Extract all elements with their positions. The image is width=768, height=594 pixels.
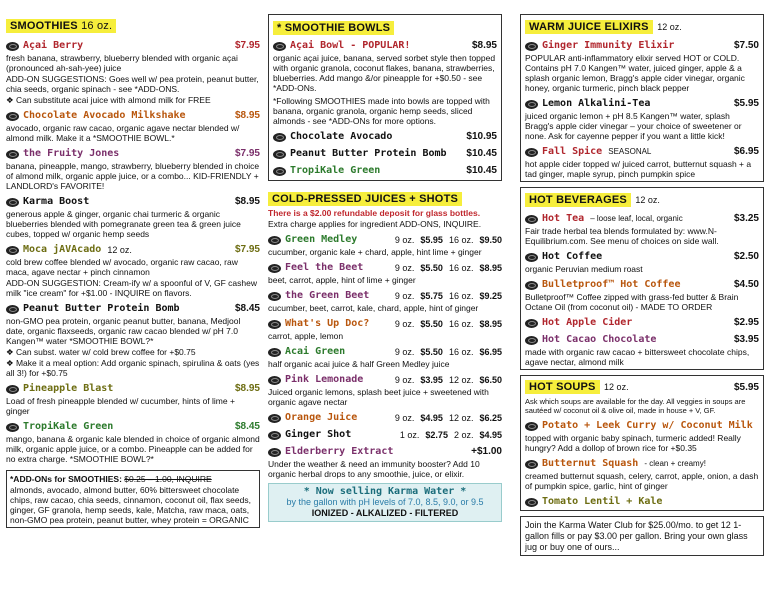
item-desc: fresh banana, strawberry, blueberry blended with organic açai (pronounced ah-sah-yee) juice xyxy=(6,53,238,73)
smoothie-moca-javacado xyxy=(6,244,260,298)
item-desc: creamed butternut squash, celery, carrot, apple, onion, a dash of pumpkin spice, garlic, hint of ginger xyxy=(525,471,759,491)
item-name: Bulletproof™ Hot Coffee xyxy=(542,279,681,290)
soups-size: 12 oz. xyxy=(604,382,629,392)
item-desc: Load of fresh pineapple blended w/ cucumber, hints of lime + ginger xyxy=(6,396,235,416)
bullet-icon xyxy=(6,385,19,394)
item-name: TropiKale Green xyxy=(23,421,114,432)
item-desc: carrot, apple, lemon xyxy=(268,331,344,341)
karma-water-banner xyxy=(268,483,502,522)
bullet-icon xyxy=(525,336,538,345)
smoothies-column xyxy=(6,14,260,528)
smoothie-fruity-jones xyxy=(6,148,260,191)
elixirs-box xyxy=(520,14,764,182)
bullet-icon xyxy=(273,42,286,51)
bullet-icon xyxy=(268,264,281,273)
item-price: $8.95 xyxy=(471,40,497,51)
middle-column xyxy=(268,14,502,522)
item-name: Hot Apple Cider xyxy=(542,317,633,328)
addons-box xyxy=(6,470,260,528)
item-name: Chocolate Avocado xyxy=(290,131,393,142)
juice-pink-lemonade: Pink Lemonade 9 oz. $3.95 12 oz. $6.50 Juiced organic lemons, splash beet juice + sweetened with organic agave nectar xyxy=(268,374,502,407)
item-desc: topped with organic baby spinach, turmeric added! Really hungry? Add a dollop of brown rice for +$0.35 xyxy=(525,433,741,453)
item-desc: cucumber, beet, carrot, kale, chard, apple, hint of ginger xyxy=(268,303,479,313)
bullet-icon xyxy=(525,148,538,157)
item-size: 12 oz. xyxy=(107,245,132,255)
item-price: $7.50 xyxy=(733,40,759,51)
bullet-icon xyxy=(6,305,19,314)
item-price: $10.45 xyxy=(466,148,497,159)
item-price: $8.95 xyxy=(234,196,260,207)
item-extra: ADD-ON SUGGESTIONS: Goes well w/ pea protein, peanut butter, chia seeds, organic spinach - see *ADD-ONS. xyxy=(6,74,259,94)
item-name: Moca jAVAcado xyxy=(23,244,102,255)
bullet-icon xyxy=(268,320,281,329)
bullet-icon xyxy=(268,236,281,245)
bullet-icon xyxy=(525,460,538,469)
item-price: $3.25 xyxy=(733,213,759,224)
item-extra: ❖ Can substitute acai juice with almond milk for FREE xyxy=(6,95,211,105)
bullet-icon xyxy=(525,422,538,431)
item-price: $8.95 xyxy=(234,110,260,121)
item-name: Tomato Lentil + Kale xyxy=(542,496,663,507)
juice-green-medley: Green Medley 9 oz. $5.95 16 oz. $9.50 cucumber, organic kale + chard, apple, hint lime + ginger xyxy=(268,234,502,257)
item-name: Lemon Alkalini-Tea xyxy=(542,98,651,109)
item-tag: - clean + creamy! xyxy=(644,459,706,468)
item-price: $3.95 xyxy=(733,334,759,345)
soup-potato-leek xyxy=(525,420,759,453)
item-name: Hot Cacao Chocolate xyxy=(542,334,657,345)
juice-ginger-shot: Ginger Shot 1 oz. $2.75 2 oz. $4.95 xyxy=(268,429,502,441)
item-desc: beet, carrot, apple, hint of lime + ginger xyxy=(268,275,416,285)
item-desc: cold brew coffee blended w/ avocado, organic raw cacao, raw maca, agave nectar + pinch cinnamon xyxy=(6,257,238,277)
bullet-icon xyxy=(268,431,281,440)
item-price: +$1.00 xyxy=(471,446,502,457)
elixir-lemon-alkalini-tea xyxy=(525,98,759,141)
soup-tomato-lentil xyxy=(525,496,759,508)
hotbev-size: 12 oz. xyxy=(635,195,660,205)
bullet-icon xyxy=(6,246,19,255)
bullet-icon xyxy=(268,348,281,357)
bullet-icon xyxy=(525,42,538,51)
item-tag: – loose leaf, local, organic xyxy=(590,214,683,223)
item-name: Karma Boost xyxy=(23,196,90,207)
bev-hot-coffee xyxy=(525,251,759,274)
item-name: Ginger Shot xyxy=(285,429,352,440)
bullet-icon xyxy=(268,292,281,301)
juices-heading: COLD-PRESSED JUICES + SHOTS xyxy=(268,192,462,206)
bowl-acai xyxy=(273,40,497,93)
bullet-icon xyxy=(268,448,281,457)
bullet-icon xyxy=(273,167,286,176)
juice-orange: Orange Juice 9 oz. $4.95 12 oz. $6.25 xyxy=(268,412,502,424)
item-price: $6.95 xyxy=(733,146,759,157)
water-tagline: IONIZED - ALKALIZED - FILTERED xyxy=(311,508,459,518)
item-name: Orange Juice xyxy=(285,412,358,423)
addons-text: almonds, avocado, almond butter, 60% bittersweet chocolate chips, raw cacao, chia seeds, cinnamon, coconut oil, flax seeds, ginger, GF granola, hemp seeds, kale, Matcha, raw maca, oats, non-GMO pea protein, peanut butter, whey protein = ORGANIC xyxy=(10,485,251,525)
bullet-icon xyxy=(525,281,538,290)
smoothie-bowls-box xyxy=(268,14,502,181)
bullet-icon xyxy=(6,112,19,121)
hot-soups-box xyxy=(520,375,764,511)
item-tag: SEASONAL xyxy=(608,147,652,156)
hot-beverages-box xyxy=(520,187,764,370)
bullet-icon xyxy=(525,253,538,262)
item-desc: avocado, organic raw cacao, organic agave nectar blended w/ almond milk. Make it a *SMOOTHIE BOWL.* xyxy=(6,123,240,143)
item-name: Açai Bowl - POPULAR! xyxy=(290,40,411,51)
elixirs-size: 12 oz. xyxy=(657,22,682,32)
item-desc: organic açai juice, banana, served sorbet style then topped with organic granola, coconut flakes, banana, strawberries, blueberries. Add mango &/or pineapple for +$0.50 - see *ADD-ONs. xyxy=(273,53,496,93)
soups-price: $5.95 xyxy=(733,381,759,393)
item-price: $8.45 xyxy=(234,421,260,432)
item-price: $4.50 xyxy=(733,279,759,290)
juice-feel-the-beet: Feel the Beet 9 oz. $5.50 16 oz. $8.95 beet, carrot, apple, hint of lime + ginger xyxy=(268,262,502,285)
juices-note: Extra charge applies for ingredient ADD-ONS, INQUIRE. xyxy=(268,219,482,229)
item-name: Chocolate Avocado Milkshake xyxy=(23,110,186,121)
item-desc: POPULAR anti-inflammatory elixir served HOT or COLD. Contains pH 7.0 Kangen™ water, juiced ginger, apple & a splash organic lemon, Bragg's apple cider vinegar, organic honey, organic turmeric, pinch black pepper xyxy=(525,53,745,93)
item-name: Potato + Leek Curry w/ Coconut Milk xyxy=(542,420,753,431)
karma-water-club xyxy=(520,516,764,556)
item-price: $5.95 xyxy=(733,98,759,109)
item-name: Pineapple Blast xyxy=(23,383,114,394)
item-price: $7.95 xyxy=(234,148,260,159)
item-name: Feel the Beet xyxy=(285,262,364,273)
smoothies-heading: SMOOTHIES 16 oz. xyxy=(6,19,116,33)
item-desc: half organic acai juice & half Green Medley juice xyxy=(268,359,450,369)
bullet-icon xyxy=(525,319,538,328)
item-desc: banana, pineapple, mango, strawberry, blueberry blended in choice of almond milk, organic apple juice, or a combo... KID-FRIENDLY + LANDLORD's FAVORITE! xyxy=(6,161,260,191)
bev-bulletproof-coffee xyxy=(525,279,759,312)
water-title: * Now selling Karma Water * xyxy=(303,486,467,497)
item-name: Peanut Butter Protein Bomb xyxy=(290,148,447,159)
bullet-icon xyxy=(525,100,538,109)
item-price: $7.95 xyxy=(234,244,260,255)
bullet-icon xyxy=(525,215,538,224)
item-price: $2.95 xyxy=(733,317,759,328)
club-text: Join the Karma Water Club for $25.00/mo. to get 12 1-gallon fills or pay $3.00 per gallon. Bring your own glass jug or buy one of ours... xyxy=(525,520,748,552)
deposit-note: There is a $2.00 refundable deposit for glass bottles. xyxy=(268,208,481,218)
item-desc: generous apple & ginger, organic chai turmeric & organic blueberries blended with pomegranate green tea & green juice cubes, topped w/ organic hemp seeds xyxy=(6,209,241,239)
item-price: $7.95 xyxy=(234,40,260,51)
item-name: Hot Coffee xyxy=(542,251,603,262)
item-desc: juiced organic lemon + pH 8.5 Kangen™ water, splash Bragg's apple cider vinegar – your choice of sweetener or none. Ask for cayenne pepper if you want a little kick! xyxy=(525,111,742,141)
item-name: Peanut Butter Protein Bomb xyxy=(23,303,180,314)
item-name: Ginger Immunity Elixir xyxy=(542,40,675,51)
item-desc: mango, banana & organic kale blended in choice of organic almond milk, organic apple juice, or a combo. Pineapple can be added for no extra charge. *SMOOTHIE BOWL?* xyxy=(6,434,260,464)
item-price: $8.95 xyxy=(234,383,260,394)
bullet-icon xyxy=(6,150,19,159)
soup-butternut-squash xyxy=(525,458,759,491)
item-desc: Bulletproof™ Coffee zipped with grass-fed butter & Brain Octane Oil (from coconut oil) - MADE TO ORDER xyxy=(525,292,739,312)
smoothie-acai-berry xyxy=(6,40,260,105)
right-column xyxy=(520,14,764,556)
soups-note: Ask which soups are available for the day. All veggies in soups are sautéed w/ coconut oil & olive oil, made in house + V, GF. xyxy=(525,397,746,415)
bowls-note: *Following SMOOTHIES made into bowls are topped with banana, organic granola, organic hemp seeds, sliced almonds - see *ADD-ONs for more options. xyxy=(273,96,490,126)
item-name: TropiKale Green xyxy=(290,165,381,176)
item-desc: Under the weather & need an immunity booster? Add 10 organic herbal drops to any smoothie, juice, or elixir. xyxy=(268,459,480,479)
item-extra: ❖ Can subst. water w/ cold brew coffee for +$0.75 xyxy=(6,347,196,357)
item-desc: cucumber, organic kale + chard, apple, hint lime + ginger xyxy=(268,247,482,257)
item-name: Fall Spice xyxy=(542,146,603,157)
bev-hot-cacao xyxy=(525,334,759,367)
item-name: What's Up Doc? xyxy=(285,318,370,329)
item-price: $2.50 xyxy=(733,251,759,262)
item-desc: organic Peruvian medium roast xyxy=(525,264,643,274)
soups-heading: HOT SOUPS xyxy=(525,380,600,394)
juices-section xyxy=(268,189,502,522)
item-name: the Green Beet xyxy=(285,290,370,301)
smoothie-pineapple-blast xyxy=(6,383,260,416)
smoothie-tropikale-green xyxy=(6,421,260,464)
item-price: $8.45 xyxy=(234,303,260,314)
smoothie-chocolate-avocado xyxy=(6,110,260,143)
item-price: $10.95 xyxy=(466,131,497,142)
bev-hot-tea xyxy=(525,213,759,246)
item-name: Acai Green xyxy=(285,346,346,357)
item-extra: ❖ Make it a meal option: Add organic spinach, spirulina & oats (yes all 3!) for +$0.75 xyxy=(6,358,260,378)
water-ph-line: by the gallon with pH levels of 7.0, 8.5, 9.0, or 9.5 xyxy=(286,497,484,507)
hotbev-heading: HOT BEVERAGES xyxy=(525,193,631,207)
bullet-icon xyxy=(273,150,286,159)
bullet-icon xyxy=(525,498,538,507)
bullet-icon xyxy=(268,414,281,423)
juice-acai-green: Acai Green 9 oz. $5.50 16 oz. $6.95 half organic acai juice & half Green Medley juice xyxy=(268,346,502,369)
item-name: the Fruity Jones xyxy=(23,148,120,159)
item-name: Açai Berry xyxy=(23,40,84,51)
item-desc: non-GMO pea protein, organic peanut butter, banana, Medjool date, organic flaxseeds, organic raw cacao blended w/ pH 7.0 Kangen™ water *SMOOTHIE BOWL?* xyxy=(6,316,241,346)
elixirs-heading: WARM JUICE ELIXIRS xyxy=(525,20,653,34)
elderberry-extract xyxy=(268,446,502,479)
smoothie-karma-boost xyxy=(6,196,260,239)
item-name: Butternut Squash xyxy=(542,458,639,469)
elixir-ginger-immunity xyxy=(525,40,759,93)
smoothie-pb-protein-bomb xyxy=(6,303,260,378)
item-desc: Fair trade herbal tea blends formulated by: www.N-Equilibrium.com. See menu of choices on side wall. xyxy=(525,226,719,246)
bev-hot-apple-cider xyxy=(525,317,759,329)
bullet-icon xyxy=(273,133,286,142)
item-name: Green Medley xyxy=(285,234,358,245)
item-price: $10.45 xyxy=(466,165,497,176)
item-name: Pink Lemonade xyxy=(285,374,364,385)
juice-whats-up-doc: What's Up Doc? 9 oz. $5.50 16 oz. $8.95 carrot, apple, lemon xyxy=(268,318,502,341)
item-name: Hot Tea xyxy=(542,213,585,224)
elixir-fall-spice xyxy=(525,146,759,179)
bowl-tropikale-green xyxy=(273,165,497,177)
bullet-icon xyxy=(268,376,281,385)
bullet-icon xyxy=(6,198,19,207)
bowls-heading: * SMOOTHIE BOWLS xyxy=(273,21,394,35)
bowl-pb-protein-bomb xyxy=(273,148,497,160)
item-desc: hot apple cider topped w/ juiced carrot, butternut squash + a tad ginger, maple syrup, pinch pumpkin spice xyxy=(525,159,752,179)
bullet-icon xyxy=(6,42,19,51)
item-desc: Juiced organic lemons, splash beet juice + sweetened with organic agave nectar xyxy=(268,387,489,407)
item-extra: ADD-ON SUGGESTION: Cream-ify w/ a spoonful of V, GF cashew milk "ice cream" for +$1.00 - INQUIRE on flavors. xyxy=(6,278,257,298)
juice-green-beet: the Green Beet 9 oz. $5.75 16 oz. $9.25 cucumber, beet, carrot, kale, chard, apple, hint of ginger xyxy=(268,290,502,313)
bowl-chocolate-avocado xyxy=(273,131,497,143)
bullet-icon xyxy=(6,423,19,432)
item-name: Elderberry Extract xyxy=(285,446,394,457)
addons-header: *ADD-ONs for SMOOTHIES: $0.25 – 1.00, INQUIRE xyxy=(10,474,212,484)
item-desc: made with organic raw cacao + bittersweet chocolate chips, agave nectar, almond milk xyxy=(525,347,750,367)
